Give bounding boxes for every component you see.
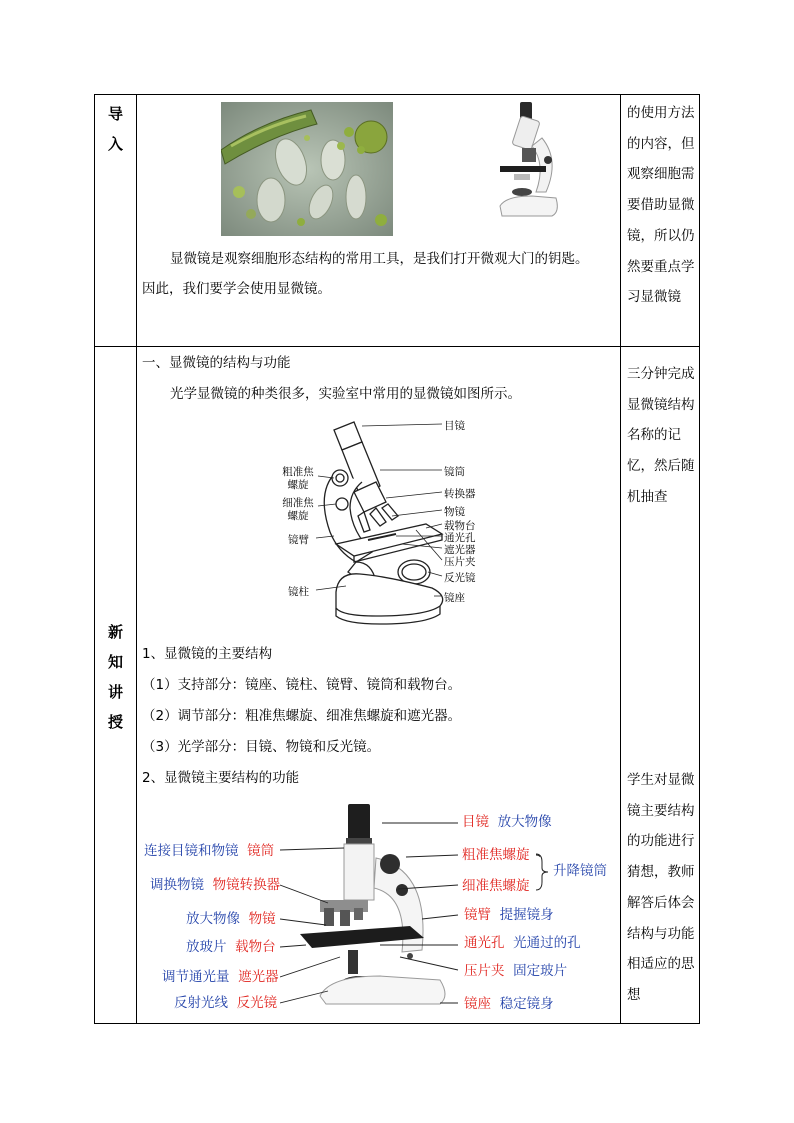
heading-main-structure: 1、显微镜的主要结构 (142, 646, 273, 662)
label-stage: 载物台 (444, 520, 476, 532)
label-mirror: 反光镜 (444, 572, 476, 584)
new-lesson-note-cell (621, 347, 700, 1024)
fn-left-converter-func: 调换物镜 (150, 877, 204, 893)
section-title: 一、显微镜的结构与功能 (142, 355, 291, 371)
diagram-coarse-knob (332, 470, 348, 486)
fn-left-mirror-func: 反射光线 (174, 995, 228, 1011)
label-arm: 镜臂 (288, 534, 309, 546)
microscope-photo (492, 100, 564, 224)
fn-left-objective-name: 物镜 (248, 911, 276, 927)
intro-paragraph-line-2: 因此，我们要学会使用显微镜。 (142, 281, 331, 297)
fn-left-objective (186, 904, 276, 934)
fn-left-converter-name: 物镜转换器 (212, 877, 281, 893)
intro-label-cell (95, 95, 137, 347)
new-lesson-label-char-4: 授 (107, 713, 123, 731)
fn-right-hole-name: 通光孔 (464, 935, 505, 951)
label-converter: 转换器 (444, 488, 476, 500)
fn-right-clip-name: 压片夹 (464, 963, 505, 979)
intro-note-cell (621, 95, 700, 347)
fn-right-eyepiece-name: 目镜 (462, 814, 489, 830)
intro-label-char-1: 导 (107, 105, 123, 123)
fn-left-tube (144, 836, 274, 866)
fn-left-diaphragm-func: 调节通光量 (162, 969, 230, 985)
fn-right-hole-func: 光通过的孔 (513, 935, 581, 951)
label-fine: 细准焦螺旋 (282, 497, 314, 522)
structure-item-support: （1）支持部分：镜座、镜柱、镜臂、镜筒和载物台。 (142, 677, 462, 693)
diagram-fine-knob (336, 498, 348, 510)
label-objective: 物镜 (444, 506, 465, 518)
fn-right-arm-name: 镜臂 (464, 907, 491, 923)
heading-structure-function: 2、显微镜主要结构的功能 (142, 770, 300, 786)
fn-left-mirror (174, 988, 277, 1018)
label-hole: 通光孔 (444, 532, 476, 544)
label-coarse: 粗准焦螺旋 (282, 466, 314, 491)
fn-left-stage (186, 932, 276, 962)
fn-right-fine: 细准焦螺旋 (462, 878, 530, 894)
function-bracket (534, 852, 550, 892)
fn-left-converter (150, 870, 280, 900)
intro-paragraph-line-1: 显微镜是观察细胞形态结构的常用工具，是我们打开微观大门的钥匙。 (170, 251, 589, 267)
structure-item-optical: （3）光学部分：目镜、物镜和反光镜。 (142, 739, 381, 755)
fn-right-eyepiece (462, 807, 552, 837)
section-intro-line: 光学显微镜的种类很多，实验室中常用的显微镜如图所示。 (170, 386, 521, 402)
new-lesson-label-char-2: 知 (107, 653, 123, 671)
label-diaphragm: 遮光器 (444, 544, 476, 556)
fn-right-base (464, 989, 554, 1019)
new-lesson-label-cell (95, 347, 137, 1024)
fn-left-stage-func: 放玻片 (186, 939, 227, 955)
new-lesson-label-char-3: 讲 (107, 683, 123, 701)
fn-right-coarse: 粗准焦螺旋 (462, 847, 530, 863)
fn-right-base-name: 镜座 (464, 996, 491, 1012)
fn-left-diaphragm-name: 遮光器 (238, 969, 279, 985)
intro-label-char-2: 入 (107, 135, 123, 153)
label-tube: 镜筒 (444, 466, 465, 478)
fn-right-clip (464, 956, 567, 986)
fn-right-eyepiece-func: 放大物像 (497, 814, 552, 830)
fn-left-objective-func: 放大物像 (186, 911, 240, 927)
fn-right-hole (464, 928, 581, 958)
label-pillar: 镜柱 (288, 586, 309, 598)
structure-item-adjust: （2）调节部分：粗准焦螺旋、细准焦螺旋和遮光器。 (142, 708, 462, 724)
fn-left-mirror-name: 反光镜 (236, 995, 278, 1011)
fn-left-stage-name: 载物台 (235, 939, 276, 955)
fn-left-tube-func: 连接目镜和物镜 (144, 843, 239, 859)
cell-micrograph-image (221, 102, 393, 236)
label-base: 镜座 (444, 592, 465, 604)
fn-bracket-label: 升降镜筒 (553, 863, 607, 879)
side-note-memorize: 三分钟完成显微镜结构名称的记忆，然后随机抽查 (627, 366, 695, 505)
fn-right-clip-func: 固定玻片 (513, 963, 568, 979)
fn-right-base-func: 稳定镜身 (499, 996, 554, 1012)
new-lesson-label-char-1: 新 (107, 623, 123, 641)
side-note-function: 学生对显微镜主要结构的功能进行猜想，教师解答后体会结构与功能相适应的思想 (627, 772, 695, 1003)
label-clip: 压片夹 (444, 556, 476, 568)
fn-left-tube-name: 镜筒 (247, 843, 275, 859)
fn-right-arm (464, 900, 554, 930)
intro-side-note: 的使用方法的内容，但观察细胞需要借助显微镜，所以仍然要重点学习显微镜 (627, 105, 695, 306)
fn-right-arm-func: 提握镜身 (499, 907, 554, 923)
label-eyepiece: 目镜 (444, 420, 465, 432)
